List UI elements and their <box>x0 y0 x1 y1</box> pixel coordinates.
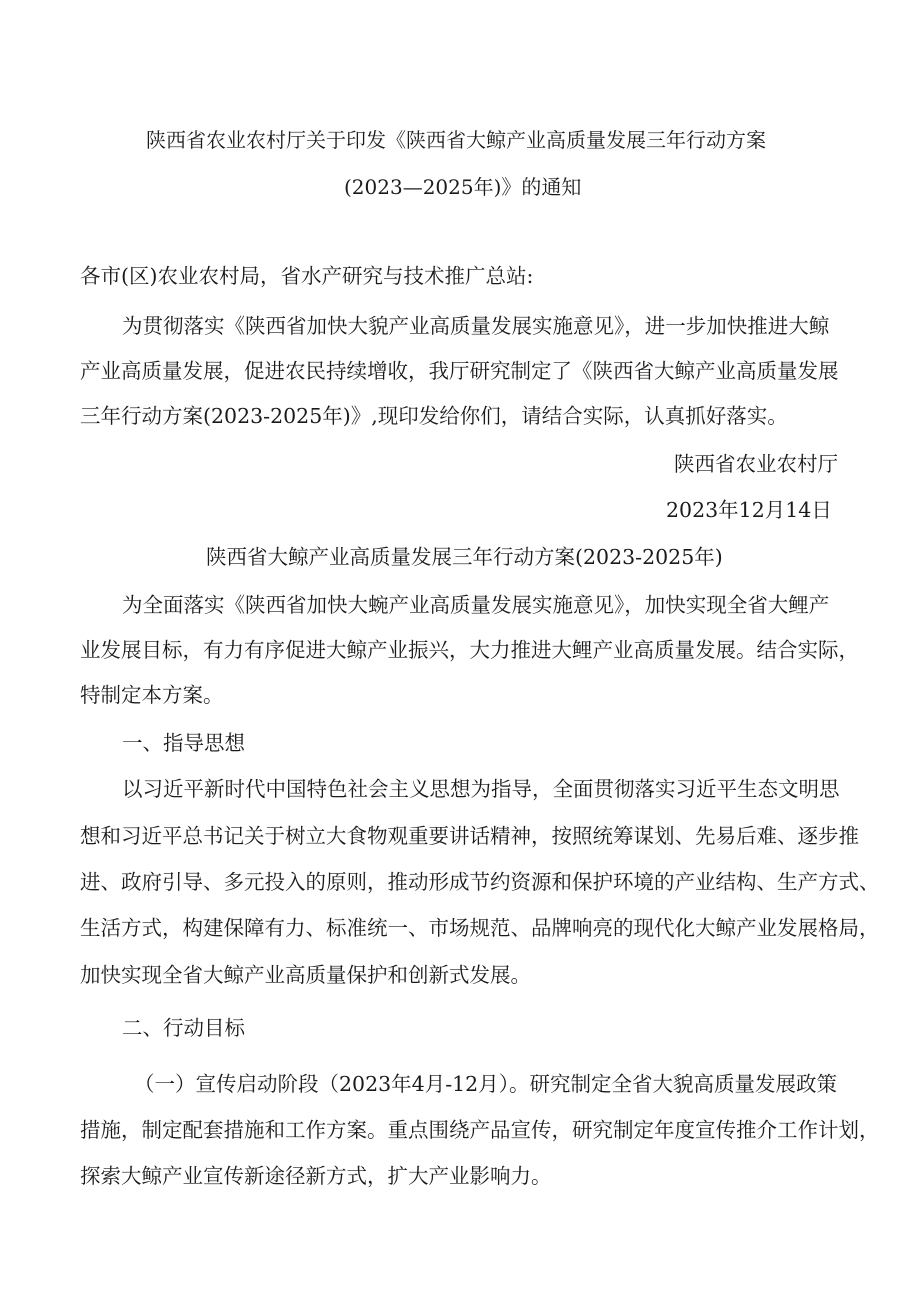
notice-body-line: 产业高质量发展，促进农民持续增收，我厅研究制定了《陕西省大鲸产业高质量发展 <box>80 359 839 383</box>
section-1-body-line: 想和习近平总书记关于树立大食物观重要讲话精神，按照统筹谋划、先易后难、逐步推 <box>80 824 859 848</box>
plan-intro-line: 为全面落实《陕西省加快大蜿产业高质量发展实施意见》，加快实现全省大鲤产 <box>122 593 830 617</box>
notice-title-line-1: 陕西省农业农村厅关于印发《陕西省大鲸产业高质量发展三年行动方案 <box>146 128 766 152</box>
section-heading-action-goals: 二、行动目标 <box>122 1016 245 1040</box>
section-1-body-line: 加快实现全省大鲸产业高质量保护和创新式发展。 <box>80 963 531 987</box>
section-1-body-line: 生活方式，构建保障有力、标准统一、市场规范、品牌响亮的现代化大鲸产业发展格局， <box>80 916 880 940</box>
notice-body-line: 三年行动方案(2023-2025年)》,现印发给你们，请结合实际，认真抓好落实。 <box>80 404 788 428</box>
plan-intro-line: 业发展目标，有力有序促进大鲸产业振兴，大力推进大鲤产业高质量发展。结合实际， <box>80 638 859 662</box>
issue-date: 2023年12月14日 <box>666 498 832 522</box>
section-2-body-line: （一）宣传启动阶段（2023年4月-12月）。研究制定全省大貌高质量发展政策 <box>134 1072 837 1096</box>
notice-title-line-2: (2023—2025年)》的通知 <box>344 175 582 199</box>
issuer-name: 陕西省农业农村厅 <box>674 452 838 476</box>
notice-body-line: 为贯彻落实《陕西省加快大貌产业高质量发展实施意见》，进一步加快推进大鲸 <box>122 314 830 338</box>
plan-title: 陕西省大鲸产业高质量发展三年行动方案(2023-2025年) <box>206 545 723 569</box>
section-1-body-line: 以习近平新时代中国特色社会主义思想为指导，全面贯彻落实习近平生态文明思 <box>122 777 840 801</box>
section-heading-guiding-ideology: 一、指导思想 <box>122 731 245 755</box>
salutation: 各市(区)农业农村局，省水产研究与技术推广总站: <box>80 264 534 288</box>
section-2-body-line: 探索大鲸产业宣传新途径新方式，扩大产业影响力。 <box>80 1164 552 1188</box>
section-1-body-line: 进、政府引导、多元投入的原则，推动形成节约资源和保护环境的产业结构、生产方式、 <box>80 870 880 894</box>
section-2-body-line: 措施，制定配套措施和工作方案。重点围绕产品宣传，研究制定年度宣传推介工作计划， <box>80 1118 880 1142</box>
plan-intro-line: 特制定本方案。 <box>80 683 224 707</box>
